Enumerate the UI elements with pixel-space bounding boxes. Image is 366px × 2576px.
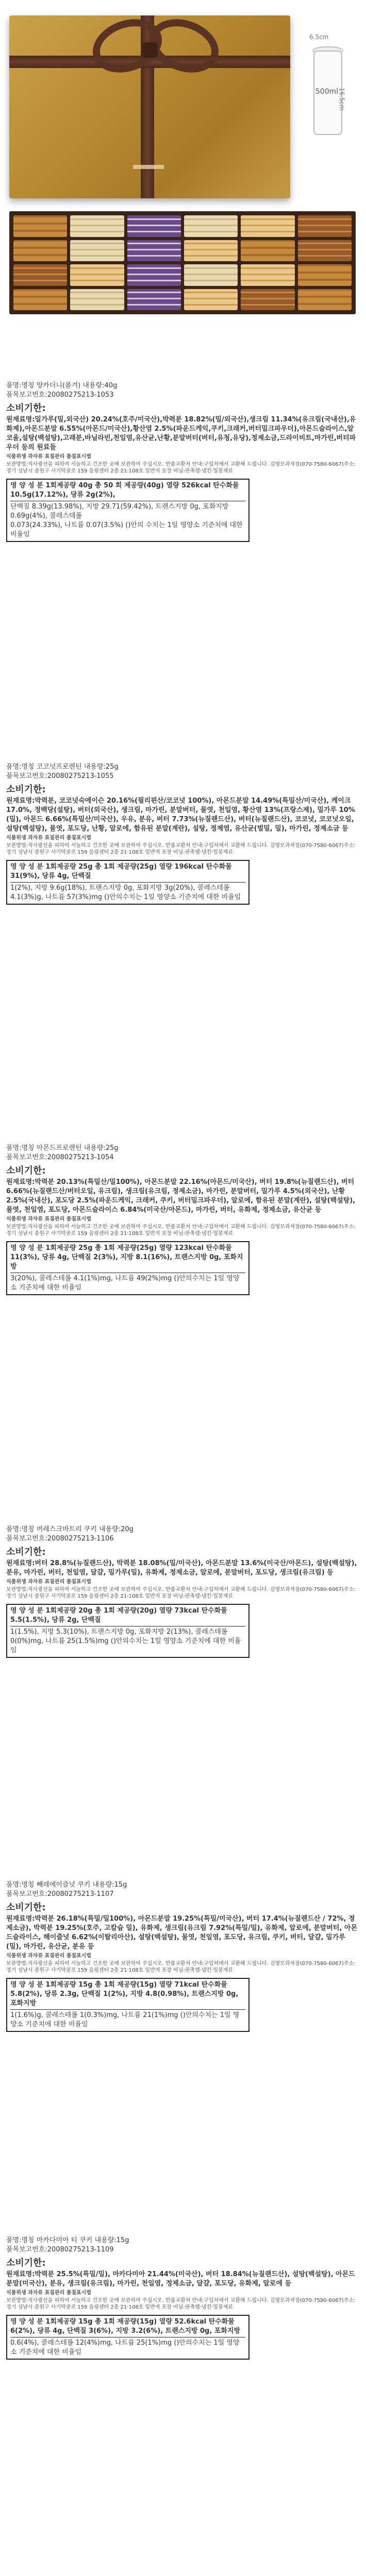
allergy-text: 식품위생 과자류 표질관리 품질표시법: [6, 1953, 92, 1959]
ingredients-text: 원재료명:박력분 25.5%(특밀/밀), 마카다미아 21.44%(미국산), 버터 18.84%(뉴질랜드산), 설탕(백설탕), 아몬드분말(미국산), 분유, 생크림(유크림), 마가린, 천일염, 정제소금, 달걀, 포도당, 유화제, 알로에 등: [6, 2270, 355, 2287]
product-info-1: [6, 381, 359, 542]
nutrition-header: 영 양 성 분 1회제공량 25g 총 1회 제공량(25g) 열량 123kcal 탄수화물 11(3%), 당류 4g, 단백질 2(3%), 지방 8.1(16%), 트랜스지방 0g, 포화지방: [10, 1244, 245, 1273]
expiry-label: 소비기한:: [6, 1547, 46, 1557]
product-report-number: 품목보고번호:20080275213-1107: [6, 1890, 114, 1898]
can-volume-label: 500ml: [315, 88, 339, 96]
product-name: 품명:명칭 마카다미아 티 쿠키 내용량:15g: [6, 2236, 129, 2244]
nutrition-header: 영 양 성 분 1회제공량 15g 총 1회 제공량(15g) 열량 52.6kcal 탄수화물 6(2%), 당류 4g, 단백질 3(6%), 지방 3.2(6%), 트랜스지방 0g, 포화지방: [10, 2317, 245, 2337]
product-info-2: [6, 762, 359, 905]
storage-notes: 보관방법:직사광선을 피하여 서늘하고 건조한 곳에 보관하여 주십시오. 반품교환처 안내:구입처에서 교환해 드립니다. 김영모과자점(070-7580-6067)주소:경기 성남시 중원구 사기막골로 159 음림센터 2층 21·108호 일반지 포장 비닐:판촉랩·냅킨·밀봉재료: [6, 1224, 356, 1236]
ingredients-text: 원재료명:박력분 20.13%(특밀산/밀100%), 아몬드분말 22.16%(아몬드/미국산), 버터 19.8%(뉴질랜드산), 버터 6.66%(뉴질랜드산/버터오일, 유크림), 생크림(유크림, 정제소금), 마가린, 분말버터, 밀가루 4.5%(외국산), 난황 2.5%(국내산), 포도당 2.5%(파운드케익, 크래커, 쿠키, 버터밀크파우더), 알로에, 함유된 분말(계란), 설탕(백설탕), 물엿, 천일염, 포도당, 아몬드슬라이스 6.84%(미국산/아몬드), 마가린, 버터, 유화제, 정제소금, 유산균 등: [6, 1178, 356, 1214]
nutrition-row: 단백질 8.39g(13.98%), 지방 29.71(59.42%), 트랜스지방 0g, 포화지방 0.69g(4%), 콜레스테롤: [10, 503, 229, 520]
storage-notes: 보관방법:직사광선을 피하여 서늘하고 건조한 곳에 보관하여 주십시오. 반품교환처 안내:구입처에서 교환해 드립니다. 김영모과자점(070-7580-6067)주소:경기 성남시 중원구 사기막골로 159 음림센터 2층 21·108호 일반지 포장 비닐:판촉랩·냅킨·밀봉재료: [6, 1961, 356, 1973]
product-info-3: [6, 1144, 359, 1295]
product-report-number: 품목보고번호:20080275213-1109: [6, 2246, 114, 2253]
nutrition-row: 0.073(24.33%), 나트륨 0.07(3.5%) ()안의 수치는 1일 영양소 기준치에 대한 비율임: [10, 521, 243, 538]
nutrition-facts-box: [6, 1978, 249, 2032]
allergy-text: 식품위생 과자류 표질관리 품질표시법: [6, 454, 92, 460]
product-name: 품명:명칭 양카더니(볼겨) 내용량:40g: [6, 382, 118, 389]
nutrition-facts-box: [6, 479, 249, 542]
nutrition-row: 1(1.5%), 지방 5.3(10%), 트랜스지방 0g, 포화지방 2(13%), 콜레스테롤 0(0%)mg, 나트륨 25(1.5%)mg ()안의수치는 1일 영양소 기준치에 대한 비율임: [10, 1628, 241, 1654]
nutrition-header: 영 양 성 분 1회제공량 15g 총 1회 제공량(15g) 열량 71kcal 탄수화물 5.8(2%), 당류 2.3g, 단백질 1(2%), 지방 4.8(0.98%), 트랜스지방 0g, 포화지방: [10, 1980, 245, 2010]
expiry-label: 소비기한:: [6, 2258, 46, 2268]
nutrition-header: 영 양 성 분 1회제공량 40g 총 50 회 제공량(40g) 열량 526kcal 탄수화물 10.5g(17.12%), 당류 2g(2%),: [10, 481, 245, 501]
cookie-tray-image: [9, 211, 356, 314]
ingredients-text: 원재료명:박력분 26.18%(특밀/밀100%), 아몬드분말 19.25%(특밀/미국산), 버터 17.4%(뉴질랜드산 / 72%, 정제소금), 박력분 19.25%(호주, 고칼슘 밀), 유화제, 생크림(유크림 7.92%(특밀/밀), 유화제, 알로에, 분말버터, 아몬드슬라이스, 헤이즐넛 6.62%(이탈리아산), 설탕(백설탕), 물엿, 천일염, 포도당, 유크림, 쿠키, 버터, 달걀, 밀가루(밀), 마가린, 유산균, 분유 등: [6, 1915, 358, 1951]
nutrition-header: 영 양 성 분 1회제공량 20g 총 1회 제공량(20g) 열량 73kcal 탄수화물 5.5(1.5%), 당류 2g, 단백질: [10, 1606, 245, 1626]
expiry-label: 소비기한:: [6, 1902, 46, 1913]
dimension-width: 6.5cm: [309, 33, 329, 41]
allergy-text: 식품위생 과자류 표질관리 품질표시법: [6, 1216, 92, 1222]
nutrition-row: 0.6(4%), 콜레스테롤 12(4%)mg, 나트륨 25(1%)mg ()안의수치는 1일 영양소 기준치에 대한 비율임: [10, 2339, 240, 2356]
product-photo: [0, 0, 366, 319]
product-name: 품명:명칭 버레스크바트리 쿠키 내용량:20g: [6, 1526, 134, 1533]
product-info-5: [6, 1880, 359, 2032]
expiry-label: 소비기한:: [6, 1165, 46, 1176]
product-info-4: [6, 1525, 359, 1658]
allergy-text: 식품위생 과자류 표질관리 품질표시법: [6, 2290, 92, 2296]
product-name: 품명:명칭 코코넛프로렌틴 내용량:25g: [6, 763, 119, 771]
product-report-number: 품목보고번호:20080275213-1106: [6, 1535, 114, 1543]
nutrition-facts-box: [6, 2315, 249, 2360]
expiry-label: 소비기한:: [6, 403, 46, 414]
ingredients-text: 원재료명:박력분, 코코넛숙에이슨 20.16%(필리핀산/코코넛 100%), 아몬드분말 14.49%(특밀산/미국산), 케이크 17.0%, 정백당(설탕), 버터(외국산), 생크림, 마가린, 분말버터, 물엿, 천일염, 황산염 13%(프랑스제), 밀가루 10%(밀), 아몬드 6.66%(특밀산/미국산), 우유, 분유, 버터 7.73%(뉴질랜드산), 버터(뉴질랜드산), 코코넛, 코코넛오일, 설탕(백설탕), 물엿, 포도당, 난황, 알로에, 함유된 분말(계란), 설탕, 정제염, 유산균(벌밀, 밀), 마가린, 정제소금 등: [6, 797, 355, 833]
nutrition-row: 1(2%), 지방 9.6g(18%), 트랜스지방 0g, 포화지방 3g(20%), 콜레스테롤 4.1(3%)g, 나트륨 57(3%)mg ()안의수치는 1일 영양소 기준치에 대한 비율임: [10, 884, 241, 901]
storage-notes: 보관방법:직사광선을 피하여 서늘하고 건조한 곳에 보관하여 주십시오. 반품교환처 안내:구입처에서 교환해 드립니다. 김영모과자점(070-7580-6067)주소:경기 성남시 중원구 사기막골로 159 음림센터 2층 21·108호 일반지 포장 비닐:판촉랩·냅킨·밀봉재료: [6, 2298, 356, 2310]
product-name: 품명:명칭 아몬드프로렌틴 내용량:25g: [6, 1144, 119, 1152]
product-info-6: [6, 2236, 359, 2360]
ingredients-text: 원재료명:버터 28.8%(뉴질랜드산), 박력분 18.08%(밀/미국산), 아몬드분말 13.6%(미국산/아몬드), 설탕(백설탕), 분유, 마가린, 버터, 천일염, 달걀, 밀가루(밀), 유화제, 정제소금, 알로에, 분말버터, 포도당, 생크림(유크림) 등: [6, 1560, 357, 1577]
storage-notes: 보관방법:직사광선을 피하여 서늘하고 건조한 곳에 보관하여 주십시오. 반품교환처 안내:구입처에서 교환해 드립니다. 김영모과자점(070-7580-6067)주소:경기 성남시 중원구 사기막골로 159 음림센터 2층 21·108호 일반지 포장 비닐:판촉랩·냅킨·밀봉재료: [6, 1587, 356, 1599]
nutrition-facts-box: [6, 1604, 249, 1658]
expiry-label: 소비기한:: [6, 784, 46, 795]
nutrition-facts-box: [6, 860, 249, 905]
product-report-number: 품목보고번호:20080275213-1053: [6, 391, 114, 399]
nutrition-row: 1(1.6%)g, 콜레스테롤 1(0.3%)mg, 나트륨 21(1%)mg ()안의수치는 1일 영양소 기준치에 대한 비율임: [10, 2011, 240, 2028]
nutrition-facts-box: [6, 1241, 249, 1295]
dimension-height: 16.5cm: [338, 88, 345, 111]
allergy-text: 식품위생 과자류 표질관리 품질표시법: [6, 1579, 92, 1585]
ingredients-text: 원재료명:밀가루(밀,외국산) 20.24%(호주/미국산),박력분 18.82%(밀/외국산),생크림 11.34%(유크림(국내산),유화제),아몬드분말 6.55%(아몬드/미국산),황산염 2.5%(파운드케익,쿠키,크래커,버터밀크파우더),아몬드슬라이스,알코올,설탕(백설탕),고래분,바닐라빈,천일염,유산균,난황,분말버터(버터,유청,유당),정제소금,드라이비트,마가린,버터파우더 등의 원료들: [6, 416, 356, 451]
allergy-text: 식품위생 과자류 표질관리 품질표시법: [6, 835, 92, 841]
storage-notes: 보관방법:직사광선을 피하여 서늘하고 건조한 곳에 보관하여 주십시오. 반품교환처 안내:구입처에서 교환해 드립니다. 김영모과자점(070-7580-6067)주소:경기 성남시 중원구 사기막골로 159 음림센터 2층 21·108호 일반지 포장 비닐:판촉랩·냅킨·밀봉재료: [6, 462, 356, 474]
nutrition-header: 영 양 성 분 1회제공량 25g 총 1회 제공량(25g) 열량 196kcal 탄수화물 31(9%), 당류 4g, 단백질: [10, 862, 245, 883]
product-report-number: 품목보고번호:20080275213-1055: [6, 772, 114, 780]
ribbon-bow-icon: [97, 15, 200, 82]
nutrition-row: 3(20%), 콜레스테롤 4.1(1%)mg, 나트륨 49(2%)mg ()안의수치는 1일 영양소 기준치에 대한 비율임: [10, 1275, 240, 1292]
storage-notes: 보관방법:직사광선을 피하여 서늘하고 건조한 곳에 보관하여 주십시오. 반품교환처 안내:구입처에서 교환해 드립니다. 김영모과자점(070-7580-6067)주소:경기 성남시 중원구 사기막골로 159 음림센터 2층 21·108호 일반지 포장 비닐:판촉랩·냅킨·밀봉재료: [6, 843, 356, 855]
gift-box-image: [9, 15, 290, 198]
product-name: 품명:명칭 빼레에이즐넛 쿠키 내용량:15g: [6, 1881, 127, 1889]
product-report-number: 품목보고번호:20080275213-1054: [6, 1154, 114, 1161]
